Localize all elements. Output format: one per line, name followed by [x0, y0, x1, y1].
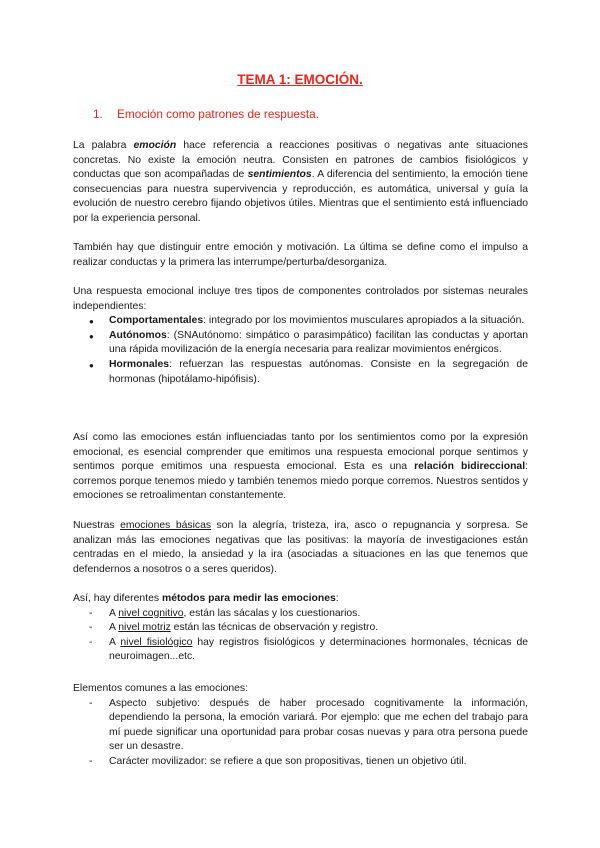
paragraph-emociones-basicas: Nuestras emociones básicas son la alegría, tristeza, ira, asco o repugnancia y sorpresa. Se analizan más las emociones negativas que las positivas: la mayoría de investigaciones están centradas en el miedo, la ansiedad y la ira (asociadas a situaciones en las que tenemos que defendernos a nosotros o a seres queridos). — [73, 520, 528, 575]
common-intro: Elementos comunes a las emociones: — [73, 683, 248, 694]
term-emocion: emoción — [133, 140, 177, 151]
paragraph-relacion-bidireccional: Así como las emociones están influenciadas tanto por los sentimientos como por la expresión emocional, es esencial comprender que emitimos una respuesta emocional porque sentimos y sentimos porque emitimos una respuesta emocional. Esta es una relación bidireccional: corremos porque tenemos miedo y también tenemos miedo porque corremos. Nuestros sentidos y emociones se retroalimentan constantemente. — [73, 432, 528, 502]
section-number: 1. — [93, 107, 103, 121]
paragraph-emocion-motivacion: También hay que distinguir entre emoción y motivación. La última se define como el impulso a realizar conductas y la primera las interrumpe/perturba/desorganiza. — [73, 242, 528, 268]
components-intro: Una respuesta emocional incluye tres tipos de componentes controlados por sistemas neurales independientes: — [73, 286, 528, 312]
list-item: - A nivel fisiológico hay registros fisiológicos y determinaciones hormonales, técnicas de neuroimagen...etc. — [109, 636, 528, 665]
list-item: ● Comportamentales: integrado por los movimientos musculares apropiados a la situación. — [109, 314, 528, 329]
term-emociones-basicas: emociones básicas — [120, 520, 212, 531]
term-relacion-bidireccional: relación bidireccional — [414, 461, 526, 473]
components-section — [73, 285, 528, 387]
term-sentimientos: sentimientos — [247, 169, 312, 181]
methods-list — [73, 607, 528, 665]
methods-section — [73, 592, 528, 665]
components-list — [73, 314, 528, 387]
list-item: - Aspecto subjetivo: después de haber procesado cognitivamente la información, dependiendo la persona, la emoción variará. Por ejemplo: que me echen del trabajo para mí puede significar una oportunidad para probar cosas nuevas y para otra persona puede ser un desastre. — [109, 697, 528, 755]
section-label: Emoción como patrones de respuesta. — [117, 107, 319, 121]
list-item: - Carácter movilizador: se refiere a que son propositivas, tienen un objetivo útil. — [109, 755, 528, 770]
list-item: - A nivel motriz están las técnicas de observación y registro. — [109, 621, 528, 636]
methods-intro: Así, hay diferentes métodos para medir las emociones: — [73, 593, 339, 604]
common-elements-section — [73, 682, 528, 770]
list-item: ● Hormonales: refuerzan las respuestas autónomas. Consiste en la segregación de hormonas (hipotálamo-hipófisis). — [109, 358, 528, 387]
common-list — [73, 697, 528, 770]
paragraph-emocion-definition: La palabra emoción hace referencia a reacciones positivas o negativas ante situaciones concretas. No existe la emoción neutra. Consisten en patrones de cambios fisiológicos y conductas que son acompañadas de sentimientos. A diferencia del sentimiento, la emoción tiene consecuencias para nuestra supervivencia y reproducción, es automática, universal y guía la evolución de nuestro cerebro fijando objetivos útiles. Mientras que el sentimiento está influenciado por la experiencia personal. — [73, 140, 529, 224]
document-title: TEMA 1: EMOCIÓN. — [237, 72, 363, 87]
list-item: - A nivel cognitivo, están las sácalas y los cuestionarios. — [109, 607, 528, 622]
section-heading — [93, 107, 319, 121]
list-item: ● Autónomos: (SNAutónomo: simpático o parasimpático) facilitan las conductas y aportan una rápida movilización de la energía necesaria para realizar movimientos enérgicos. — [109, 329, 528, 358]
